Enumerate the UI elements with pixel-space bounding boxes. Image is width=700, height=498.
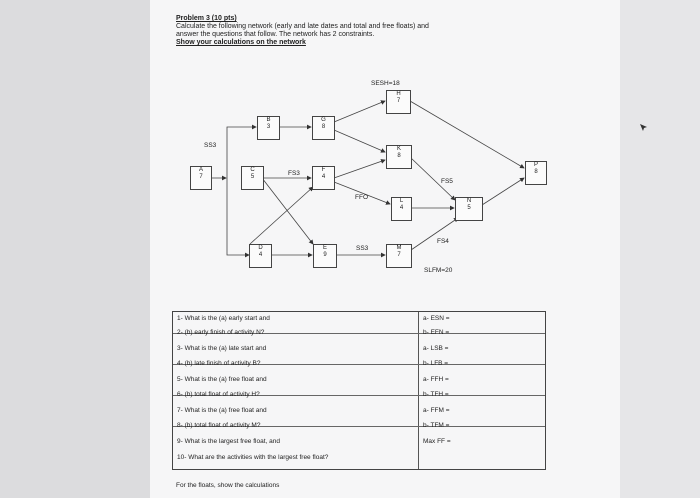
- node-B: [257, 116, 280, 140]
- answer-3: a- LSB =: [423, 345, 449, 352]
- node-duration: 8: [321, 124, 326, 130]
- node-duration: 4: [321, 174, 326, 180]
- node-letter: G: [321, 117, 326, 123]
- node-A: [190, 166, 212, 190]
- node-duration: 5: [250, 174, 255, 180]
- answer-8: b- TFM =: [423, 422, 450, 429]
- question-8: 8- (b) total float of activity M?: [177, 422, 261, 429]
- node-P: [525, 161, 547, 185]
- node-K: [386, 145, 412, 169]
- node-letter: H: [396, 91, 401, 97]
- label-ss3-mid: SS3: [356, 245, 369, 252]
- node-letter: P: [533, 162, 538, 168]
- node-N: [455, 197, 483, 221]
- answer-5: a- FFH =: [423, 376, 449, 383]
- node-duration: 4: [258, 252, 263, 258]
- question-2: 2- (b) early finish of activity N?: [177, 329, 265, 336]
- node-E: [313, 244, 337, 268]
- answer-1: a- ESN =: [423, 315, 450, 322]
- node-duration: 7: [396, 98, 401, 104]
- node-letter: F: [321, 167, 326, 173]
- label-fs4: FS4: [437, 238, 449, 245]
- instructions-line-3: Show your calculations on the network: [176, 39, 306, 46]
- node-D: [249, 244, 272, 268]
- node-letter: M: [396, 245, 402, 251]
- node-letter: N: [466, 198, 472, 204]
- mouse-cursor-icon: [639, 123, 649, 133]
- answer-4: b- LFB =: [423, 360, 449, 367]
- answer-6: b- TFH =: [423, 391, 449, 398]
- node-duration: 5: [467, 205, 471, 211]
- question-4: 4- (b) late finish of activity B?: [177, 360, 261, 367]
- label-ses-h: SESH=18: [371, 80, 400, 87]
- label-fs3: FS3: [288, 170, 300, 177]
- node-letter: E: [322, 245, 327, 251]
- node-letter: C: [250, 167, 255, 173]
- node-letter: B: [266, 117, 271, 123]
- node-duration: 8: [534, 169, 538, 175]
- question-5: 5- What is the (a) free float and: [177, 376, 267, 383]
- question-10: 10- What are the activities with the largest free float?: [177, 454, 329, 461]
- node-letter: L: [399, 198, 404, 204]
- node-duration: 9: [323, 252, 327, 258]
- question-6: 6- (b) total float of activity H?: [177, 391, 260, 398]
- node-F: [312, 166, 335, 190]
- question-9: 9- What is the largest free float, and: [177, 438, 280, 445]
- node-letter: K: [396, 146, 401, 152]
- label-slf-m: SLFM=20: [424, 267, 453, 274]
- question-3: 3- What is the (a) late start and: [177, 345, 267, 352]
- node-L: [391, 197, 412, 221]
- questions-table: [172, 311, 546, 470]
- table-column-divider: [418, 312, 419, 469]
- node-M: [386, 244, 412, 268]
- answer-7: a- FFM =: [423, 407, 450, 414]
- label-ss3-top: SS3: [204, 142, 217, 149]
- label-ffo: FFO: [355, 194, 368, 201]
- answer-2: b- EFN =: [423, 329, 450, 336]
- answer-9: Max FF =: [423, 438, 451, 445]
- node-duration: 4: [399, 205, 404, 211]
- question-1: 1- What is the (a) early start and: [177, 315, 270, 322]
- node-letter: A: [198, 167, 203, 173]
- label-fs5: FS5: [441, 178, 453, 185]
- node-C: [241, 166, 264, 190]
- question-7: 7- What is the (a) free float and: [177, 407, 267, 414]
- node-H: [386, 90, 411, 114]
- node-duration: 8: [397, 153, 401, 159]
- node-duration: 7: [397, 252, 401, 258]
- instructions-line-2: answer the questions that follow. The network has 2 constraints.: [176, 31, 375, 38]
- node-letter: D: [258, 245, 263, 251]
- node-G: [312, 116, 335, 140]
- node-duration: 7: [199, 174, 203, 180]
- problem-title: Problem 3 (10 pts): [176, 15, 237, 22]
- footer-note: For the floats, show the calculations: [176, 482, 280, 489]
- node-duration: 3: [266, 124, 271, 130]
- instructions-line-1: Calculate the following network (early and late dates and total and free floats) and: [176, 23, 429, 30]
